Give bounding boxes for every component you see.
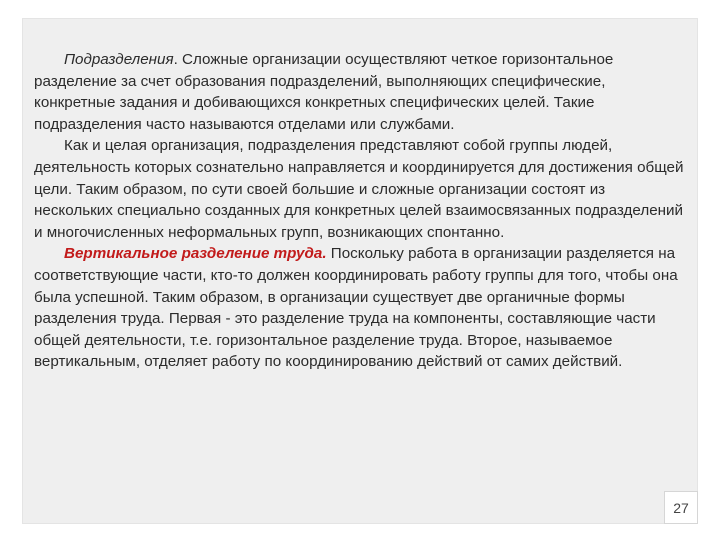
- paragraph-subdivisions-text: . Сложные организации осуществляют четкое горизонтальное разделение за счет образования подразделений, выполняющих специфические, конкретные задания и добивающихся конкретных специфических целей. Такие подразделения часто называются отделами или службами.: [34, 51, 614, 133]
- paragraph-groups: [34, 135, 686, 243]
- slide-body: [34, 49, 686, 373]
- term-vertical-division: Вертикальное разделение труда.: [64, 245, 327, 263]
- paragraph-vertical-division: [34, 243, 686, 373]
- page-number: 27: [664, 491, 698, 524]
- paragraph-subdivisions: [34, 49, 686, 135]
- term-subdivisions: Подразделения: [64, 51, 174, 68]
- paragraph-vertical-division-text: Поскольку работа в организации разделяется на соответствующие части, кто-то должен координировать работу группы для того, чтобы она была успешной. Таким образом, в организации существует две органичные формы разделения труда. Первая - это разделение труда на компоненты, составляющие части общей деятельности, т.е. горизонтальное разделение труда. Второе, называемое вертикальным, отделяет работу по координированию действий от самих действий.: [34, 245, 678, 371]
- paragraph-groups-text: Как и целая организация, подразделения представляют собой группы людей, деятельность которых сознательно направляется и координируется для достижения общей цели. Таким образом, по сути своей большие и сложные организации состоят из нескольких специально созданных для конкретных целей взаимосвязанных подразделений и многочисленных неформальных групп, возникающих спонтанно.: [34, 137, 684, 241]
